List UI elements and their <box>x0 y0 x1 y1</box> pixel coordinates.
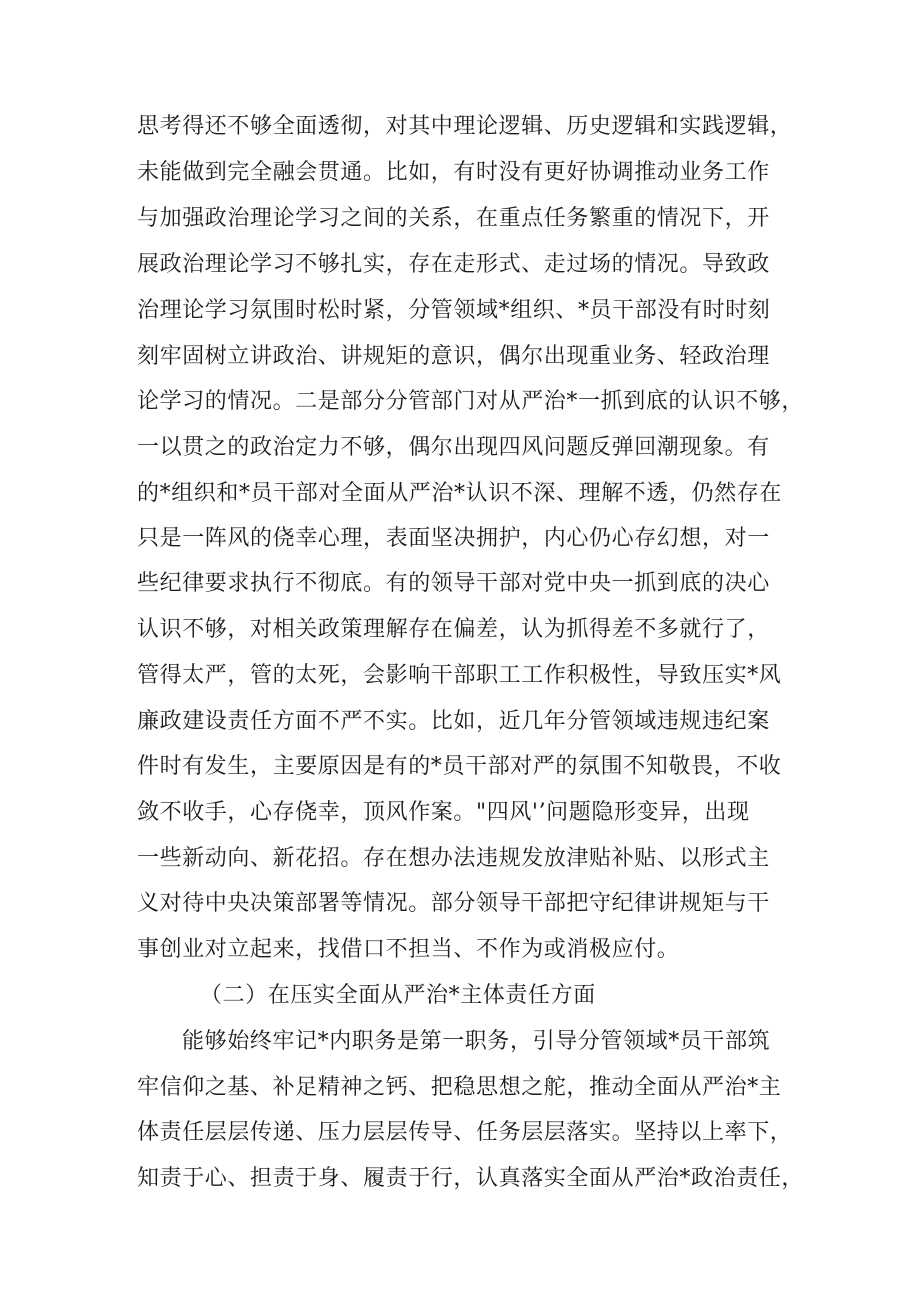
paragraph-line: 展政治理论学习不够扎实，存在走形式、走过场的情况。导致政 <box>137 252 770 277</box>
paragraph-line: 牢信仰之基、补足精神之钙、把稳思想之舵，推动全面从严治*主 <box>137 1075 782 1100</box>
paragraph-line: 体责任层层传递、压力层层传导、任务层层落实。坚持以上率下， <box>137 1120 793 1145</box>
paragraph-line: 未能做到完全融会贯通。比如，有时没有更好协调推动业务工作 <box>137 160 770 185</box>
paragraph-line: 一些新动向、新花招。存在想办法违规发放津贴补贴、以形式主 <box>137 846 770 871</box>
paragraph-line: 管得太严，管的太死，会影响干部职工工作积极性，导致压实*风 <box>137 663 782 688</box>
paragraph-line: 只是一阵风的侥幸心理，表面坚决拥护，内心仍心存幻想，对一 <box>137 526 770 551</box>
paragraph-line: 些纪律要求执行不彻底。有的领导干部对党中央一抓到底的决心 <box>137 571 770 596</box>
paragraph-line: 件时有发生，主要原因是有的*员干部对严的氛围不知敬畏，不收 <box>137 754 782 779</box>
section-heading: （二）在压实全面从严治*主体责任方面 <box>200 983 596 1008</box>
paragraph-line: 治理论学习氛围时松时紧，分管领域*组织、*员干部没有时时刻 <box>137 298 771 323</box>
paragraph-line: 一以贯之的政治定力不够，偶尔出现四风问题反弹回潮现象。有 <box>137 435 770 460</box>
paragraph-line: 论学习的情况。二是部分分管部门对从严治*一抓到底的认识不够， <box>137 389 805 414</box>
paragraph-line: 敛不收手，心存侥幸，顶风作案。"四风'’问题隐形变异，出现 <box>137 800 750 825</box>
paragraph-line: 与加强政治理论学习之间的关系，在重点任务繁重的情况下，开 <box>137 206 770 231</box>
paragraph-line: 思考得还不够全面透彻，对其中理论逻辑、历史逻辑和实践逻辑， <box>137 114 793 139</box>
paragraph-line: 能够始终牢记*内职务是第一职务，引导分管领域*员干部筑 <box>182 1029 771 1054</box>
paragraph-line: 义对待中央决策部署等情况。部分领导干部把守纪律讲规矩与干 <box>137 891 770 916</box>
paragraph-line: 刻牢固树立讲政治、讲规矩的意识，偶尔出现重业务、轻政治理 <box>137 344 770 369</box>
paragraph-line: 认识不够，对相关政策理解存在偏差，认为抓得差不多就行了， <box>137 617 770 642</box>
paragraph-line: 事创业对立起来，找借口不担当、不作为或消极应付。 <box>137 937 680 962</box>
paragraph-line: 廉政建设责任方面不严不实。比如，近几年分管领域违规违纪案 <box>137 709 770 734</box>
paragraph-line: 的*组织和*员干部对全面从严治*认识不深、理解不透，仍然存在 <box>137 481 783 506</box>
paragraph-line: 知责于心、担责于身、履责于行，认真落实全面从严治*政治责任， <box>137 1166 805 1191</box>
